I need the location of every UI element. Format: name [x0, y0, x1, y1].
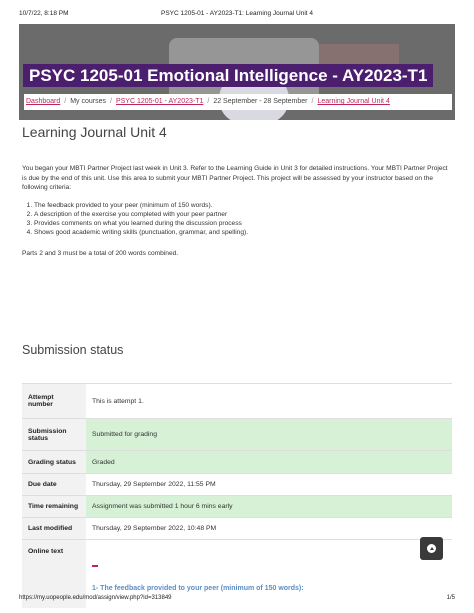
due-date-label: Due date — [22, 474, 86, 496]
table-row — [22, 419, 452, 451]
grading-status-value: Graded — [86, 451, 452, 474]
print-title: PSYC 1205-01 - AY2023-T1: Learning Journal Unit 4 — [161, 10, 313, 17]
arrow-up-circle-icon — [427, 544, 436, 553]
criteria-item: 1. The feedback provided to your peer (minimum of 150 words). — [34, 201, 454, 210]
grading-status-label: Grading status — [22, 451, 86, 474]
breadcrumb — [24, 94, 452, 110]
scroll-to-top-button[interactable] — [420, 537, 443, 560]
table-row — [22, 518, 452, 540]
last-modified-label: Last modified — [22, 518, 86, 540]
time-remaining-value: Assignment was submitted 1 hour 6 mins early — [86, 496, 452, 518]
table-row — [22, 451, 452, 474]
breadcrumb-course[interactable]: PSYC 1205-01 - AY2023-T1 — [115, 98, 204, 105]
word-count-note: Parts 2 and 3 must be a total of 200 words combined. — [22, 250, 179, 257]
table-row — [22, 474, 452, 496]
attempt-number-value: This is attempt 1. — [86, 384, 452, 419]
submission-status-table — [22, 383, 452, 608]
breadcrumb-separator: / — [207, 98, 210, 105]
breadcrumb-week: 22 September - 28 September — [213, 98, 308, 105]
breadcrumb-separator: / — [110, 98, 112, 105]
breadcrumb-my-courses: My courses — [70, 98, 106, 105]
time-remaining-label: Time remaining — [22, 496, 86, 518]
submission-status-label: Submission status — [22, 419, 86, 451]
criteria-item: 2. A description of the exercise you completed with your peer partner — [34, 210, 454, 219]
online-text-label: Online text — [22, 540, 86, 609]
course-title: PSYC 1205-01 Emotional Intelligence - AY2023-T1 — [23, 64, 433, 87]
table-row — [22, 496, 452, 518]
criteria-item: 4. Shows good academic writing skills (punctuation, grammar, and spelling). — [34, 228, 454, 237]
criteria-list — [22, 201, 454, 237]
page-title: Learning Journal Unit 4 — [22, 124, 167, 140]
submission-status-value: Submitted for grading — [86, 419, 452, 451]
online-text-content: 1- The feedback provided to your peer (minimum of 150 words): — [92, 585, 304, 592]
print-url: https://my.uopeople.edu/mod/assign/view.php?id=313849 — [19, 595, 172, 601]
breadcrumb-dashboard[interactable]: Dashboard — [26, 98, 61, 105]
breadcrumb-separator: / — [311, 98, 314, 105]
online-text-marker — [92, 565, 98, 567]
last-modified-value: Thursday, 29 September 2022, 10:48 PM — [86, 518, 452, 540]
assignment-intro: You began your MBTI Partner Project last week in Unit 3. Refer to the Learning Guide in Unit 3 for detailed instructions. Your MBTI Partner Project is due by the end of this unit. Use this area to submit your MBTI Partner Project. This project will be assessed by your instructor based on the following criteria: — [22, 165, 448, 191]
print-datetime: 10/7/22, 8:18 PM — [19, 10, 69, 17]
table-row — [22, 384, 452, 419]
criteria-item: 3. Provides comments on what you learned during the discussion process — [34, 219, 454, 228]
attempt-number-label: Attempt number — [22, 384, 86, 419]
submission-status-heading: Submission status — [22, 343, 124, 357]
breadcrumb-assignment[interactable]: Learning Journal Unit 4 — [317, 98, 390, 105]
due-date-value: Thursday, 29 September 2022, 11:55 PM — [86, 474, 452, 496]
breadcrumb-separator: / — [64, 98, 67, 105]
print-page-number: 1/5 — [446, 595, 455, 601]
